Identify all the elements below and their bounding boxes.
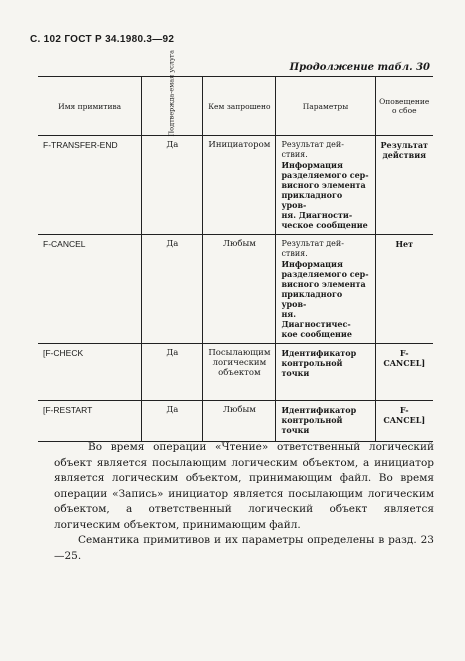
parameter-line: ня.	[281, 309, 296, 319]
col-header-confirmed-label: Подтвержда-емая услуга	[167, 49, 176, 136]
table-body	[38, 136, 433, 442]
parameter-line: Информация	[281, 259, 343, 269]
body-text	[54, 440, 434, 564]
primitive-name-cell: F-TRANSFER-END	[38, 136, 142, 235]
parameters-cell	[276, 235, 375, 344]
parameters-cell	[276, 344, 375, 401]
confirmed-cell: Да	[142, 401, 203, 442]
table-row	[38, 344, 433, 401]
parameter-line: Результат дей-	[281, 140, 344, 149]
parameter-line: Идентификатор	[281, 405, 357, 415]
col-header-name: Имя примитива	[38, 77, 142, 136]
parameter-line: ствия.	[281, 150, 308, 159]
parameter-line: Результат дей-	[281, 239, 344, 248]
primitive-name-cell: F-CANCEL	[38, 235, 142, 344]
parameter-line: прикладного уров-	[281, 289, 343, 309]
col-header-confirmed	[142, 49, 203, 136]
parameter-line: разделяемого сер-	[281, 170, 369, 180]
requester-cell: Посылающим логическим объектом	[203, 344, 276, 401]
table-row	[38, 401, 433, 442]
col-header-params: Параметры	[276, 77, 375, 136]
parameter-line: Диагностичес-	[281, 319, 351, 329]
primitive-name-cell: [F-RESTART	[38, 401, 142, 442]
confirmed-cell: Да	[142, 136, 203, 235]
table-header-row	[38, 77, 433, 136]
confirmed-cell: Да	[142, 235, 203, 344]
parameters-cell	[276, 401, 375, 442]
parameter-line: прикладного уров-	[281, 190, 343, 210]
requester-cell: Любым	[203, 401, 276, 442]
parameter-line: кое сообщение	[281, 329, 352, 339]
parameter-line: висного элемента	[281, 180, 366, 190]
parameter-line: ствия.	[281, 249, 308, 258]
parameter-line: висного элемента	[281, 279, 366, 289]
parameter-line: контрольной точки	[281, 415, 343, 435]
parameter-line: ческое сообщение	[281, 220, 368, 230]
paragraph-operations: Во время операции «Чтение» ответственный логический объект является посылающим логическим объектом, а инициатор является логическим объектом, принимающим файл. Во время операции «Запись» инициатор является посылающим логическим объектом, а ответственный логический объект является логическим объектом, принимающим файл.	[54, 441, 434, 531]
failure-notice-cell: Нет	[375, 235, 433, 344]
primitive-name-cell: [F-CHECK	[38, 344, 142, 401]
table-row	[38, 235, 433, 344]
parameter-line: Идентификатор	[281, 348, 357, 358]
table-row	[38, 136, 433, 235]
parameters-cell	[276, 136, 375, 235]
col-header-requester: Кем запрошено	[203, 77, 276, 136]
failure-notice-cell: F-CANCEL]	[375, 401, 433, 442]
parameter-line: разделяемого сер-	[281, 269, 369, 279]
parameter-line: ня. Диагности-	[281, 210, 353, 220]
parameter-line: Информация	[281, 160, 343, 170]
page-header: С. 102 ГОСТ Р 34.1980.3—92	[30, 34, 175, 45]
table-continuation-label: Продолжение табл. 30	[289, 62, 430, 73]
failure-notice-cell: Результат действия	[375, 136, 433, 235]
requester-cell: Любым	[203, 235, 276, 344]
failure-notice-cell: F-CANCEL]	[375, 344, 433, 401]
parameter-line: контрольной точки	[281, 358, 343, 378]
requester-cell: Инициатором	[203, 136, 276, 235]
col-header-notice: Оповещение о сбое	[375, 77, 433, 136]
paragraph-semantics: Семантика примитивов и их параметры определены в разд. 23—25.	[54, 534, 434, 562]
confirmed-cell: Да	[142, 344, 203, 401]
